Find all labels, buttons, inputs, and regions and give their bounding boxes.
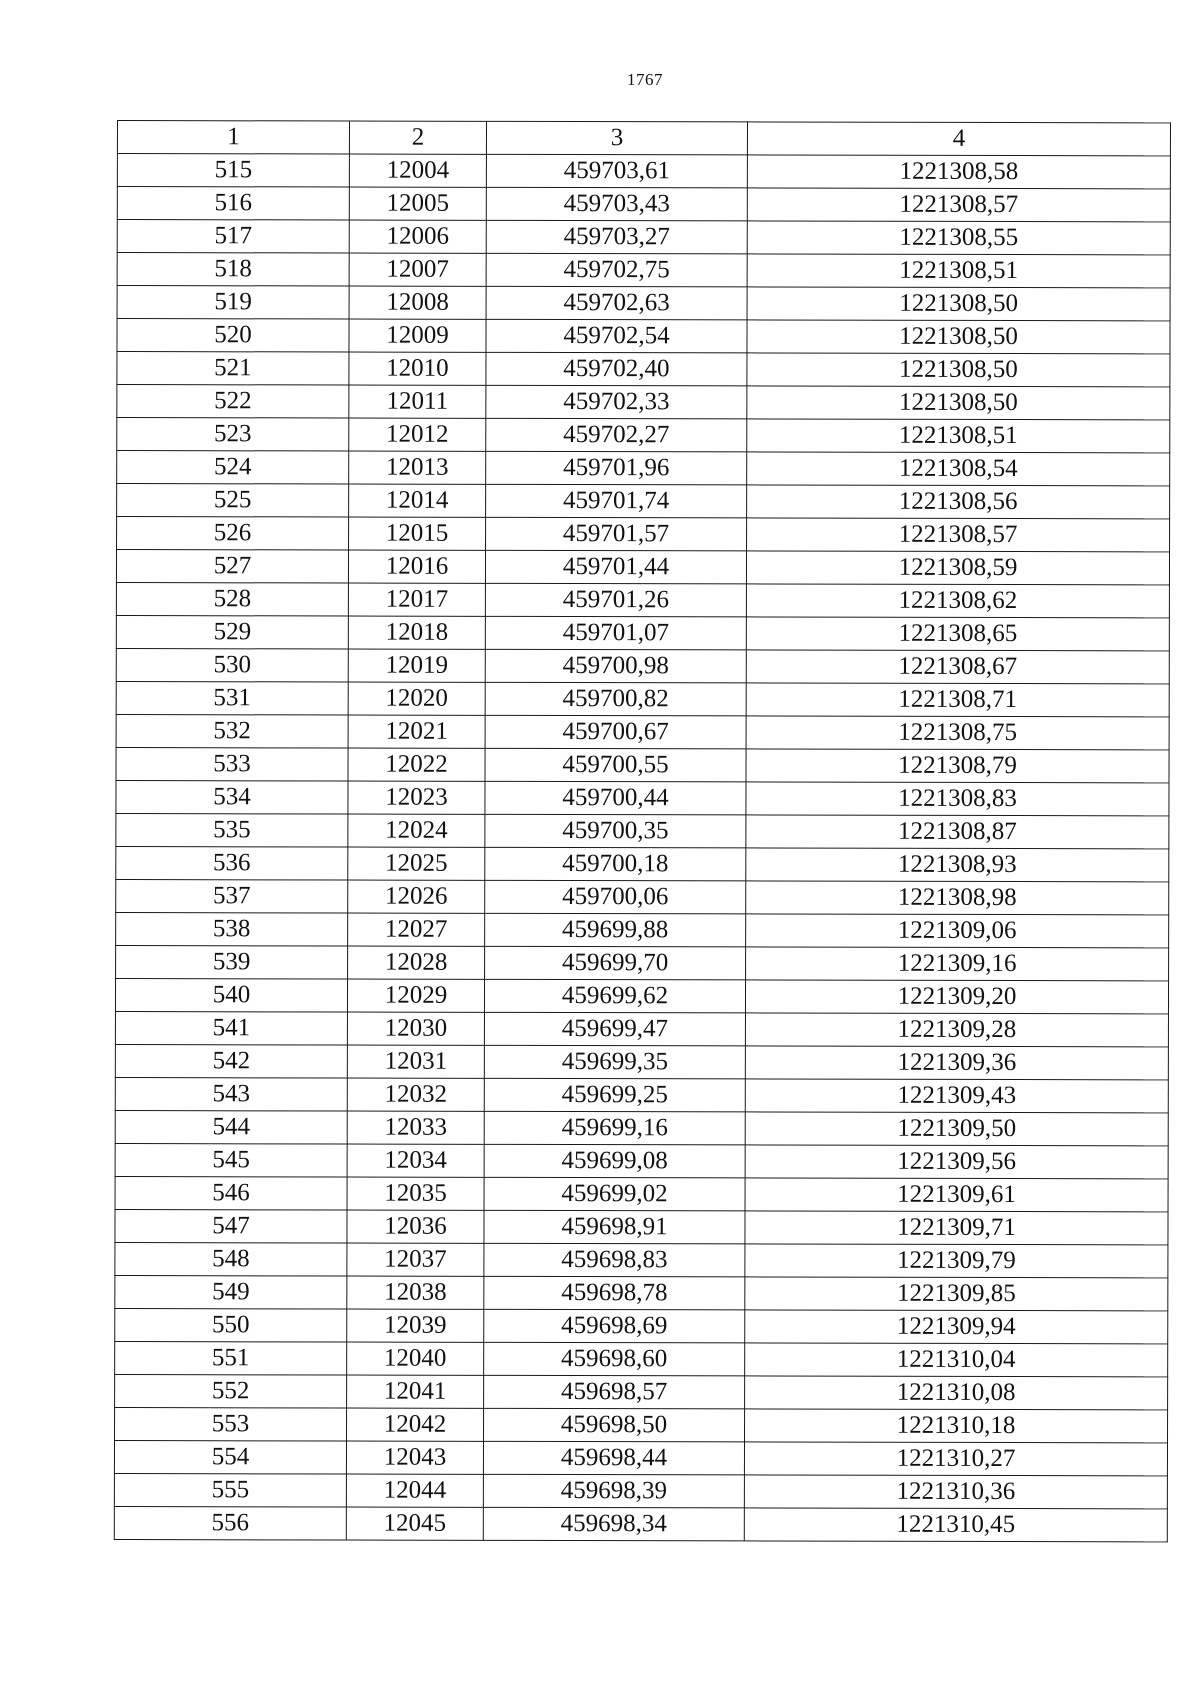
point-id-cell: 12042 (347, 1408, 484, 1441)
point-number-cell: 525 (117, 484, 349, 518)
x-coordinate-cell: 459703,27 (486, 220, 747, 254)
point-number-cell: 532 (116, 714, 348, 748)
x-coordinate-cell: 459701,74 (486, 484, 747, 518)
table-row (117, 352, 1170, 387)
point-id-cell: 12016 (348, 550, 485, 583)
table-row (117, 154, 1170, 189)
point-id-cell: 12028 (348, 946, 485, 979)
x-coordinate-cell: 459698,50 (484, 1408, 745, 1442)
point-id-cell: 12023 (348, 781, 485, 814)
x-coordinate-cell: 459698,78 (484, 1276, 745, 1310)
point-number-cell: 555 (114, 1473, 346, 1507)
point-id-cell: 12041 (347, 1375, 484, 1408)
point-id-cell: 12032 (347, 1078, 484, 1111)
x-coordinate-cell: 459702,33 (486, 385, 747, 419)
point-id-cell: 12017 (348, 583, 485, 616)
y-coordinate-cell: 1221308,87 (746, 815, 1169, 849)
table-row (114, 1473, 1167, 1508)
point-id-cell: 12007 (349, 253, 486, 286)
table-row (116, 813, 1169, 848)
table-row (115, 1110, 1168, 1145)
table-row (116, 681, 1169, 716)
y-coordinate-cell: 1221310,18 (745, 1409, 1168, 1443)
x-coordinate-cell: 459698,39 (483, 1474, 744, 1508)
y-coordinate-cell: 1221308,50 (747, 386, 1170, 420)
point-number-cell: 541 (115, 1011, 347, 1045)
table-row (115, 1077, 1168, 1112)
x-coordinate-cell: 459702,63 (486, 286, 747, 320)
point-number-cell: 530 (116, 648, 348, 682)
y-coordinate-cell: 1221308,55 (747, 221, 1170, 255)
x-coordinate-cell: 459702,27 (486, 418, 747, 452)
point-number-cell: 519 (117, 286, 349, 320)
x-coordinate-cell: 459699,16 (484, 1111, 745, 1145)
point-number-cell: 556 (114, 1506, 346, 1540)
point-number-cell: 526 (117, 517, 349, 551)
y-coordinate-cell: 1221310,27 (744, 1442, 1167, 1476)
point-number-cell: 551 (115, 1341, 347, 1375)
y-coordinate-cell: 1221308,65 (746, 617, 1169, 651)
x-coordinate-cell: 459698,69 (484, 1309, 745, 1343)
x-coordinate-cell: 459701,07 (485, 616, 746, 650)
point-number-cell: 538 (116, 912, 348, 946)
point-number-cell: 533 (116, 747, 348, 781)
y-coordinate-cell: 1221309,61 (745, 1178, 1168, 1212)
point-id-cell: 12025 (348, 847, 485, 880)
table-row (115, 1176, 1168, 1211)
y-coordinate-cell: 1221309,50 (745, 1112, 1168, 1146)
point-number-cell: 527 (116, 550, 348, 584)
y-coordinate-cell: 1221308,71 (746, 683, 1169, 717)
table-row (115, 1341, 1168, 1376)
y-coordinate-cell: 1221309,79 (745, 1244, 1168, 1278)
y-coordinate-cell: 1221308,75 (746, 716, 1169, 750)
point-number-cell: 553 (115, 1407, 347, 1441)
point-number-cell: 542 (115, 1044, 347, 1078)
point-number-cell: 531 (116, 681, 348, 715)
y-coordinate-cell: 1221308,50 (747, 353, 1170, 387)
y-coordinate-cell: 1221308,58 (747, 155, 1170, 189)
x-coordinate-cell: 459703,43 (486, 187, 747, 221)
point-id-cell: 12006 (349, 220, 486, 253)
point-number-cell: 522 (117, 385, 349, 419)
point-id-cell: 12033 (347, 1111, 484, 1144)
table-row (116, 550, 1169, 585)
y-coordinate-cell: 1221308,98 (746, 881, 1169, 915)
column-header: 3 (486, 121, 747, 155)
x-coordinate-cell: 459700,35 (485, 814, 746, 848)
x-coordinate-cell: 459700,55 (485, 748, 746, 782)
y-coordinate-cell: 1221309,28 (745, 1013, 1168, 1047)
point-number-cell: 550 (115, 1308, 347, 1342)
point-number-cell: 520 (117, 319, 349, 353)
table-row (115, 1308, 1168, 1343)
point-number-cell: 545 (115, 1143, 347, 1177)
point-id-cell: 12038 (347, 1276, 484, 1309)
table-row (116, 912, 1169, 947)
table-row (117, 451, 1170, 486)
point-number-cell: 535 (116, 813, 348, 847)
point-number-cell: 540 (115, 978, 347, 1012)
point-id-cell: 12026 (348, 880, 485, 913)
point-number-cell: 546 (115, 1176, 347, 1210)
point-number-cell: 515 (117, 154, 349, 188)
table-row (117, 385, 1170, 420)
y-coordinate-cell: 1221309,85 (745, 1277, 1168, 1311)
point-id-cell: 12019 (348, 649, 485, 682)
y-coordinate-cell: 1221310,04 (745, 1343, 1168, 1377)
point-id-cell: 12013 (349, 451, 486, 484)
point-id-cell: 12043 (346, 1441, 483, 1474)
x-coordinate-cell: 459699,02 (484, 1177, 745, 1211)
point-number-cell: 547 (115, 1209, 347, 1243)
point-id-cell: 12004 (349, 154, 486, 187)
table-row (116, 582, 1169, 617)
y-coordinate-cell: 1221309,94 (745, 1310, 1168, 1344)
y-coordinate-cell: 1221309,06 (746, 914, 1169, 948)
table-row (117, 220, 1170, 255)
x-coordinate-cell: 459699,88 (485, 913, 746, 947)
point-id-cell: 12022 (348, 748, 485, 781)
x-coordinate-cell: 459698,91 (484, 1210, 745, 1244)
point-id-cell: 12011 (349, 385, 486, 418)
point-number-cell: 536 (116, 846, 348, 880)
y-coordinate-cell: 1221309,20 (745, 980, 1168, 1014)
table-row (117, 253, 1170, 288)
x-coordinate-cell: 459700,06 (485, 880, 746, 914)
point-id-cell: 12027 (348, 913, 485, 946)
x-coordinate-cell: 459698,60 (484, 1342, 745, 1376)
y-coordinate-cell: 1221310,36 (744, 1475, 1167, 1509)
point-id-cell: 12021 (348, 715, 485, 748)
point-id-cell: 12024 (348, 814, 485, 847)
point-id-cell: 12014 (349, 484, 486, 517)
point-number-cell: 537 (116, 879, 348, 913)
y-coordinate-cell: 1221308,93 (746, 848, 1169, 882)
y-coordinate-cell: 1221309,43 (745, 1079, 1168, 1113)
table-row (117, 484, 1170, 519)
point-number-cell: 539 (116, 945, 348, 979)
point-id-cell: 12035 (347, 1177, 484, 1210)
table-row (115, 978, 1168, 1013)
y-coordinate-cell: 1221308,51 (747, 254, 1170, 288)
table-body (114, 121, 1170, 1542)
table-row (115, 1242, 1168, 1277)
y-coordinate-cell: 1221308,57 (747, 518, 1170, 552)
point-number-cell: 524 (117, 451, 349, 485)
table-row (115, 1275, 1168, 1310)
point-number-cell: 543 (115, 1077, 347, 1111)
page-number: 1767 (627, 70, 663, 89)
y-coordinate-cell: 1221309,71 (745, 1211, 1168, 1245)
y-coordinate-cell: 1221309,56 (745, 1145, 1168, 1179)
point-number-cell: 517 (117, 220, 349, 254)
table-row (116, 879, 1169, 914)
point-id-cell: 12044 (346, 1474, 483, 1507)
x-coordinate-cell: 459701,26 (485, 583, 746, 617)
x-coordinate-cell: 459698,57 (484, 1375, 745, 1409)
x-coordinate-cell: 459700,82 (485, 682, 746, 716)
y-coordinate-cell: 1221309,36 (745, 1046, 1168, 1080)
point-id-cell: 12040 (347, 1342, 484, 1375)
y-coordinate-cell: 1221308,50 (747, 287, 1170, 321)
table-header-row (117, 121, 1170, 156)
table-row (117, 187, 1170, 222)
x-coordinate-cell: 459700,67 (485, 715, 746, 749)
x-coordinate-cell: 459699,25 (484, 1078, 745, 1112)
x-coordinate-cell: 459702,40 (486, 352, 747, 386)
x-coordinate-cell: 459703,61 (486, 154, 747, 188)
column-header: 4 (747, 122, 1170, 156)
point-id-cell: 12009 (349, 319, 486, 352)
table-row (115, 1407, 1168, 1442)
y-coordinate-cell: 1221308,54 (747, 452, 1170, 486)
table-row (116, 615, 1169, 650)
table-row (115, 1011, 1168, 1046)
point-number-cell: 518 (117, 253, 349, 287)
point-id-cell: 12029 (347, 979, 484, 1012)
x-coordinate-cell: 459702,75 (486, 253, 747, 287)
table-row (116, 747, 1169, 782)
point-id-cell: 12039 (347, 1309, 484, 1342)
point-number-cell: 548 (115, 1242, 347, 1276)
point-id-cell: 12012 (349, 418, 486, 451)
table-row (116, 780, 1169, 815)
y-coordinate-cell: 1221310,45 (744, 1508, 1167, 1542)
point-number-cell: 523 (117, 418, 349, 452)
table-row (117, 517, 1170, 552)
y-coordinate-cell: 1221309,16 (746, 947, 1169, 981)
column-header: 1 (117, 121, 349, 155)
x-coordinate-cell: 459699,47 (484, 1012, 745, 1046)
table-row (115, 1044, 1168, 1079)
x-coordinate-cell: 459699,70 (485, 946, 746, 980)
point-number-cell: 528 (116, 582, 348, 616)
table-row (117, 418, 1170, 453)
point-id-cell: 12030 (347, 1012, 484, 1045)
y-coordinate-cell: 1221310,08 (745, 1376, 1168, 1410)
x-coordinate-cell: 459701,96 (486, 451, 747, 485)
column-header: 2 (349, 121, 486, 154)
point-number-cell: 552 (115, 1374, 347, 1408)
x-coordinate-cell: 459699,08 (484, 1144, 745, 1178)
table-row (115, 1374, 1168, 1409)
y-coordinate-cell: 1221308,59 (746, 551, 1169, 585)
y-coordinate-cell: 1221308,57 (747, 188, 1170, 222)
x-coordinate-cell: 459702,54 (486, 319, 747, 353)
point-number-cell: 549 (115, 1275, 347, 1309)
table-row (116, 945, 1169, 980)
point-id-cell: 12015 (349, 517, 486, 550)
point-id-cell: 12008 (349, 286, 486, 319)
x-coordinate-cell: 459701,57 (486, 517, 747, 551)
x-coordinate-cell: 459700,18 (485, 847, 746, 881)
y-coordinate-cell: 1221308,56 (747, 485, 1170, 519)
point-id-cell: 12034 (347, 1144, 484, 1177)
x-coordinate-cell: 459698,34 (483, 1507, 744, 1541)
point-id-cell: 12031 (347, 1045, 484, 1078)
point-number-cell: 516 (117, 187, 349, 221)
table-row (116, 714, 1169, 749)
table-row (117, 319, 1170, 354)
table-row (116, 648, 1169, 683)
point-id-cell: 12010 (349, 352, 486, 385)
point-id-cell: 12005 (349, 187, 486, 220)
point-id-cell: 12018 (348, 616, 485, 649)
y-coordinate-cell: 1221308,83 (746, 782, 1169, 816)
point-id-cell: 12036 (347, 1210, 484, 1243)
coordinates-table (114, 120, 1171, 1542)
y-coordinate-cell: 1221308,51 (747, 419, 1170, 453)
x-coordinate-cell: 459700,44 (485, 781, 746, 815)
point-number-cell: 544 (115, 1110, 347, 1144)
table-row (114, 1506, 1167, 1541)
table-row (117, 286, 1170, 321)
x-coordinate-cell: 459698,44 (483, 1441, 744, 1475)
x-coordinate-cell: 459698,83 (484, 1243, 745, 1277)
y-coordinate-cell: 1221308,62 (746, 584, 1169, 618)
x-coordinate-cell: 459701,44 (485, 550, 746, 584)
y-coordinate-cell: 1221308,79 (746, 749, 1169, 783)
point-number-cell: 529 (116, 615, 348, 649)
x-coordinate-cell: 459699,35 (484, 1045, 745, 1079)
table-row (115, 1209, 1168, 1244)
table-row (116, 846, 1169, 881)
point-number-cell: 521 (117, 352, 349, 386)
y-coordinate-cell: 1221308,50 (747, 320, 1170, 354)
point-id-cell: 12045 (346, 1507, 483, 1540)
y-coordinate-cell: 1221308,67 (746, 650, 1169, 684)
table-row (115, 1143, 1168, 1178)
x-coordinate-cell: 459700,98 (485, 649, 746, 683)
x-coordinate-cell: 459699,62 (484, 979, 745, 1013)
point-number-cell: 534 (116, 780, 348, 814)
point-id-cell: 12020 (348, 682, 485, 715)
point-id-cell: 12037 (347, 1243, 484, 1276)
point-number-cell: 554 (114, 1440, 346, 1474)
table-row (114, 1440, 1167, 1475)
